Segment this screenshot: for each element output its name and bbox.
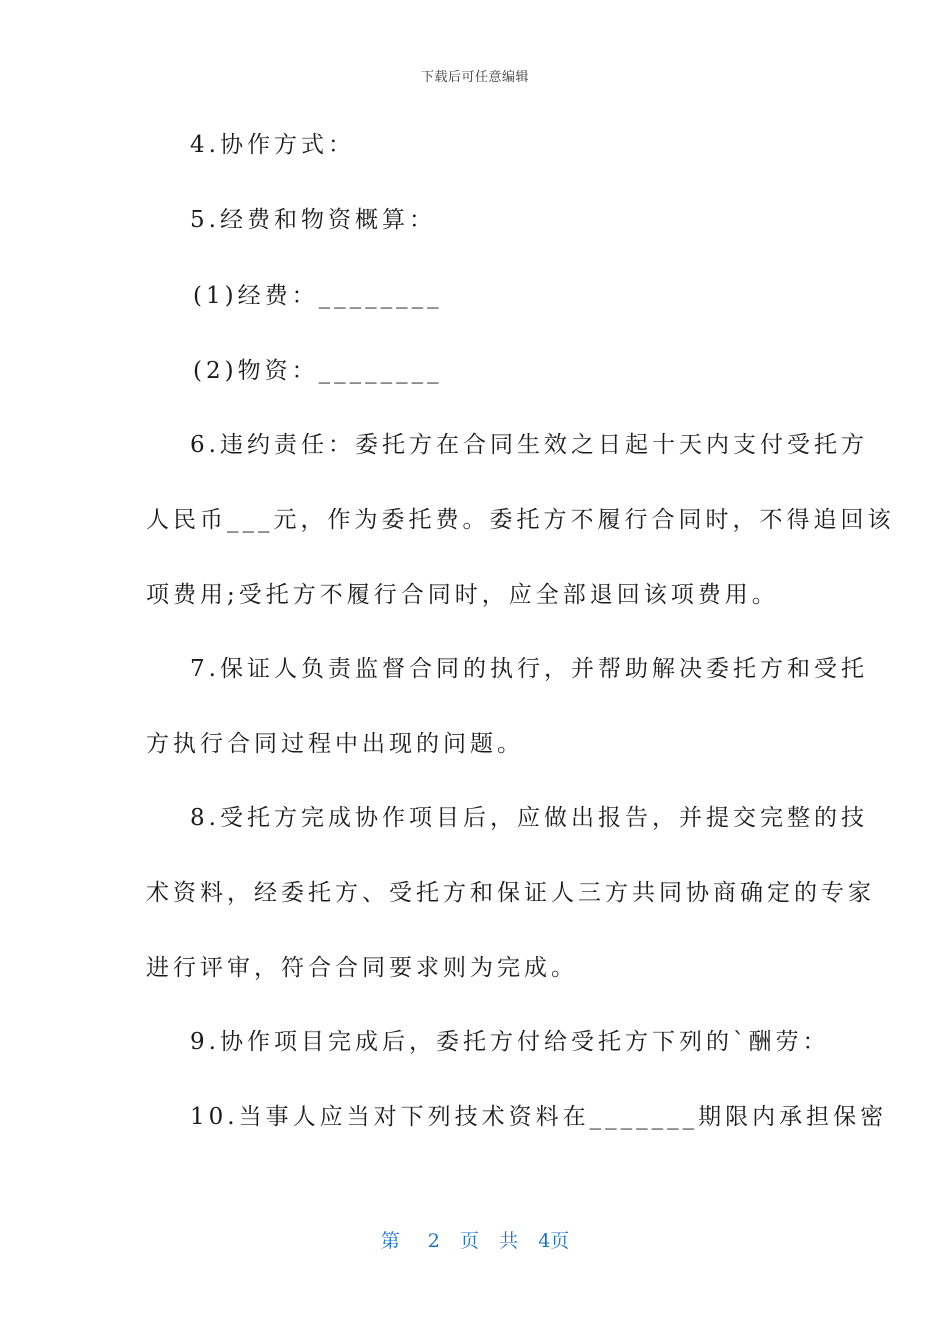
page-footer — [0, 1226, 950, 1253]
clause-8-line-2: 术资料，经委托方、受托方和保证人三方共同协商确定的专家 — [146, 880, 875, 906]
clause-6-line-2: 人民币___元，作为委托费。委托方不履行合同时，不得追回该 — [146, 507, 895, 533]
footer-page-number: 2 — [427, 1230, 440, 1252]
clause-6-line-3: 项费用;受托方不履行合同时，应全部退回该项费用。 — [146, 582, 779, 608]
footer-total-pages: 4页 — [538, 1230, 570, 1252]
clause-10-line: 10.当事人应当对下列技术资料在_______期限内承担保密 — [190, 1104, 888, 1130]
footer-di: 第 — [380, 1230, 400, 1252]
clause-8-line-1: 8.受托方完成协作项目后，应做出报告，并提交完整的技 — [190, 805, 868, 831]
footer-gong: 共 — [499, 1230, 519, 1252]
clause-7-line-1: 7.保证人负责监督合同的执行，并帮助解决委托方和受托 — [190, 656, 868, 682]
clause-5-1-line: (1)经费：________ — [193, 283, 443, 309]
footer-ye: 页 — [459, 1230, 479, 1252]
clause-5-line: 5.经费和物资概算： — [190, 207, 436, 233]
header-note: 下载后可任意编辑 — [420, 70, 529, 85]
clause-4-line: 4.协作方式： — [190, 132, 355, 158]
clause-6-line-1: 6.违约责任：委托方在合同生效之日起十天内支付受托方 — [190, 432, 868, 458]
clause-8-line-3: 进行评审，符合合同要求则为完成。 — [146, 955, 578, 981]
clause-7-line-2: 方执行合同过程中出现的问题。 — [146, 731, 524, 757]
clause-9-line: 9.协作项目完成后，委托方付给受托方下列的`酬劳： — [190, 1029, 830, 1055]
clause-5-2-line: (2)物资：________ — [193, 358, 443, 384]
